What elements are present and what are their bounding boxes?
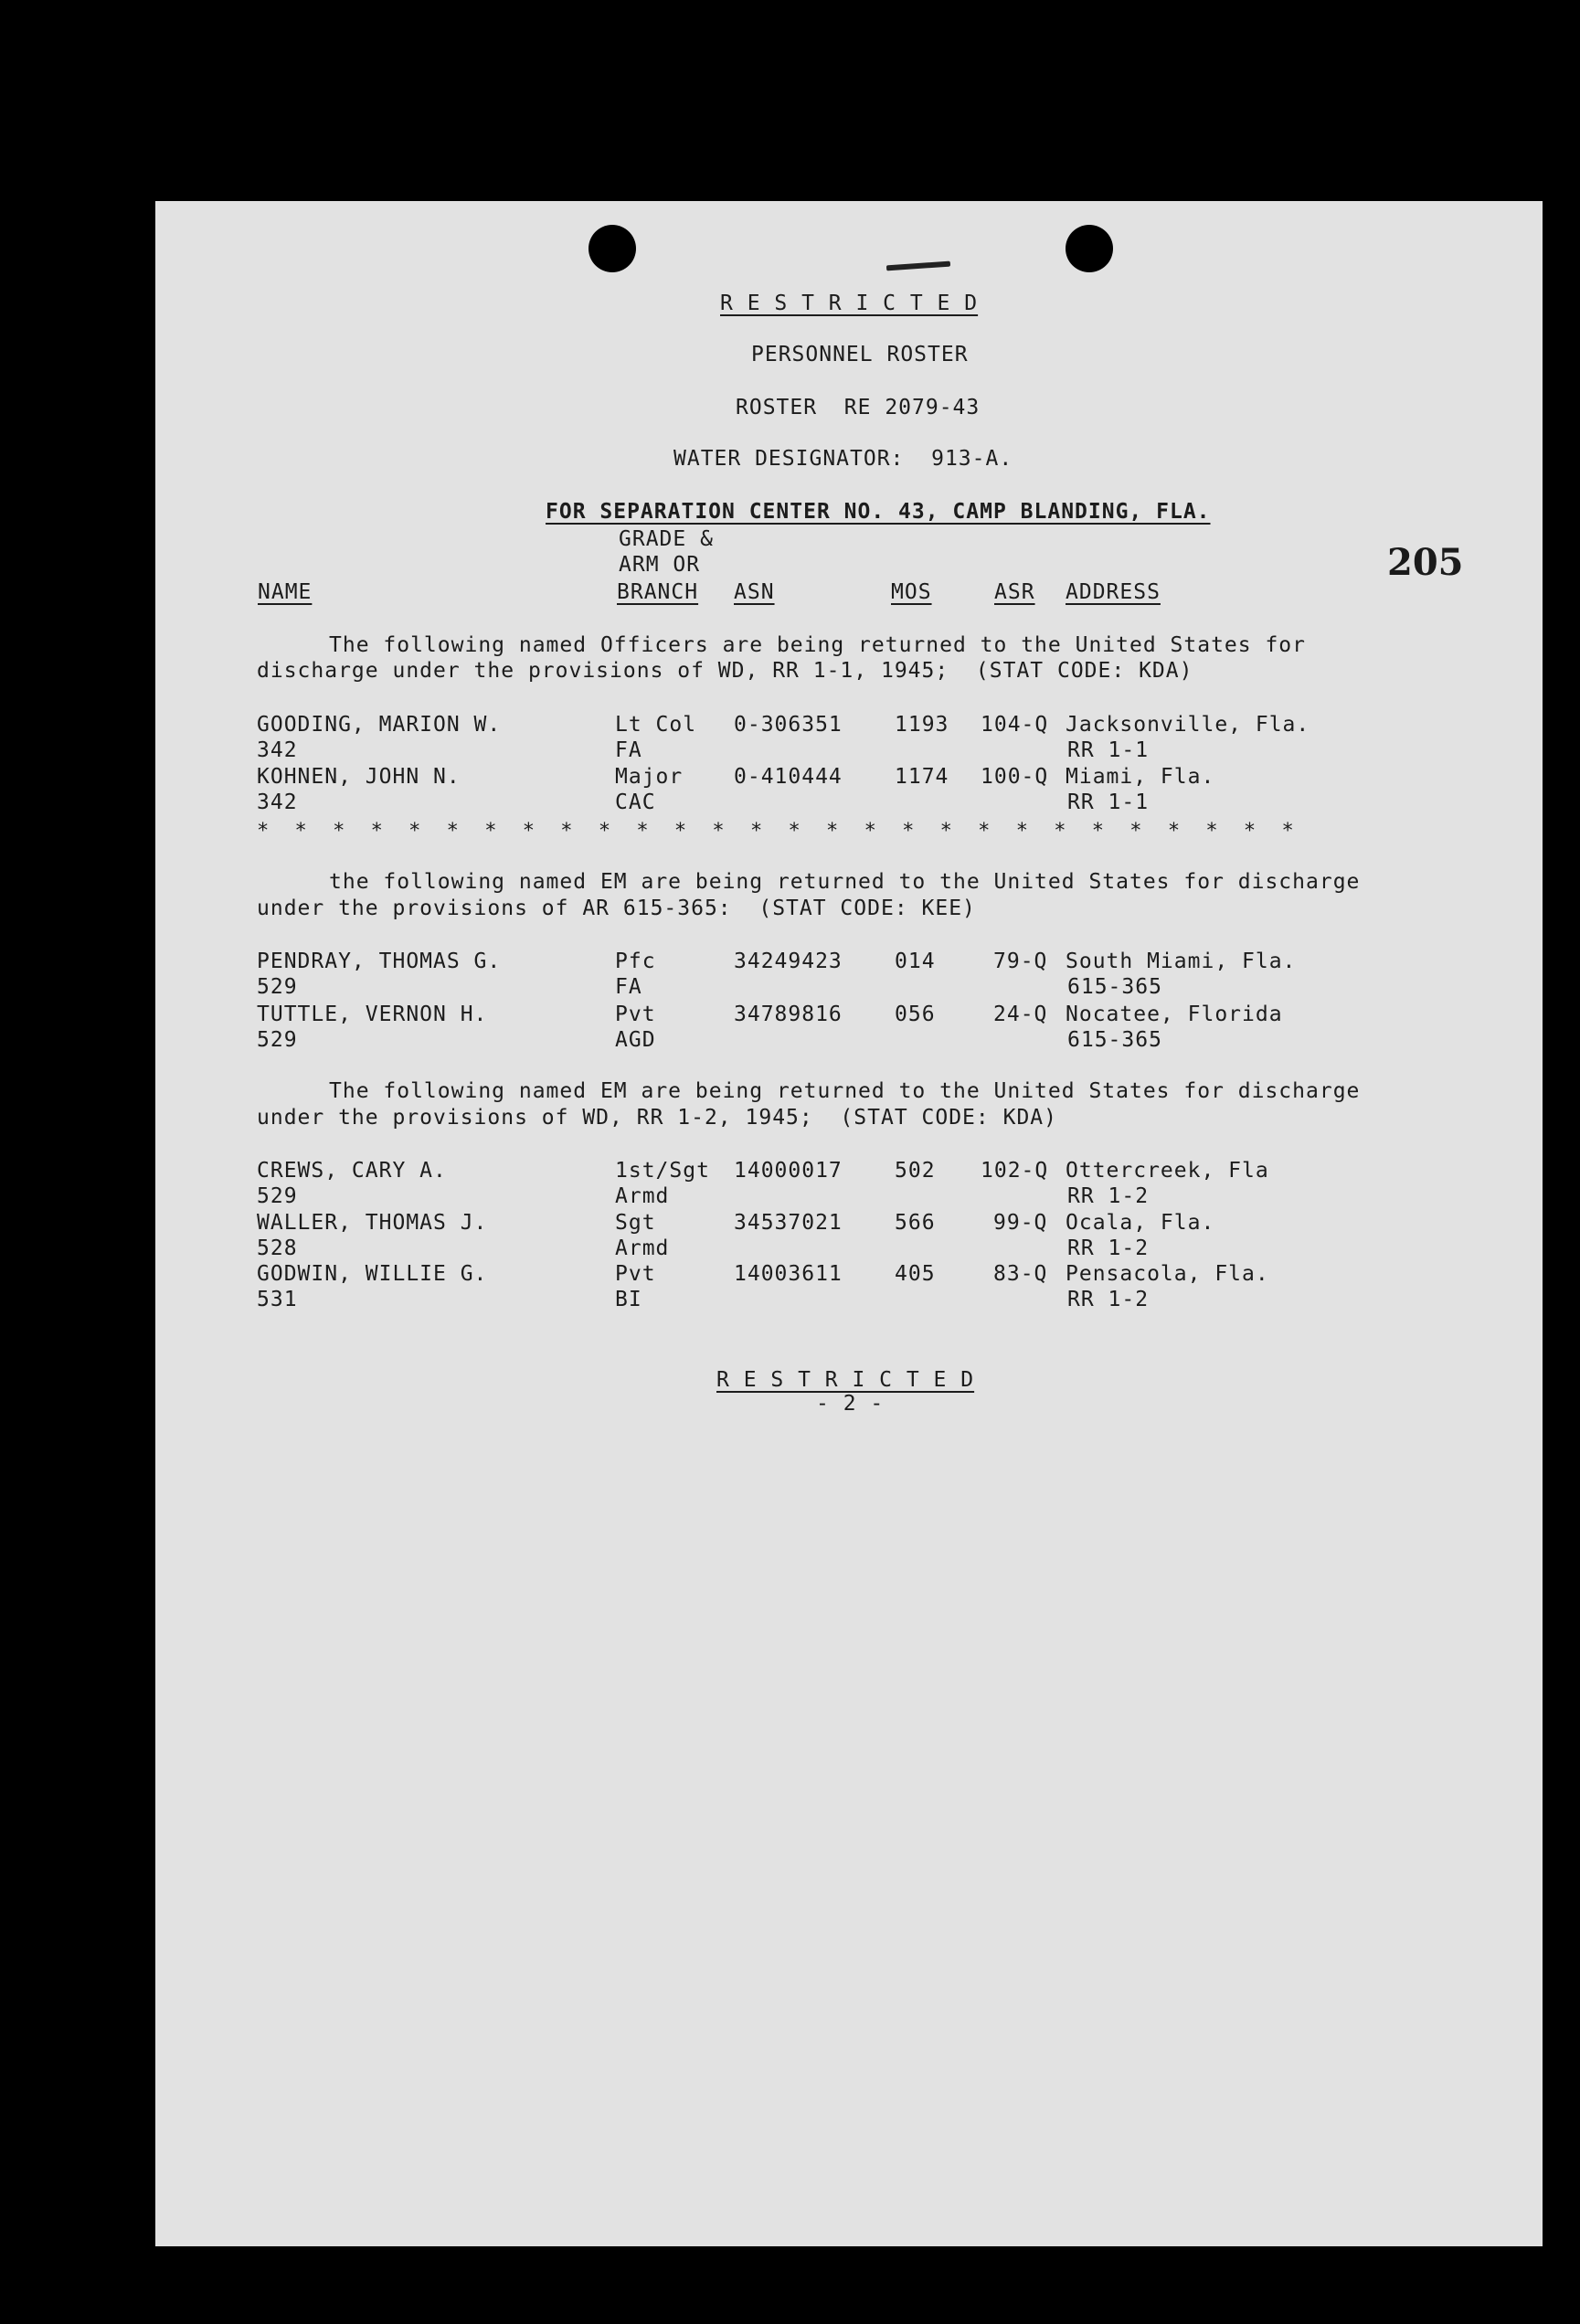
entry-grade: Sgt xyxy=(615,1211,656,1235)
entry-grade: Pfc xyxy=(615,950,656,973)
entry-asn: 0-410444 xyxy=(734,765,843,789)
entry-branch: FA xyxy=(615,975,642,999)
entry-asn: 14003611 xyxy=(734,1262,843,1286)
section-intro-line2: discharge under the provisions of WD, RR 1-1, 1945; (STAT CODE: KDA) xyxy=(257,659,1193,683)
section-intro-line2: under the provisions of AR 615-365: (STAT CODE: KEE) xyxy=(257,897,976,920)
entry-asr: 83-Q xyxy=(993,1262,1048,1286)
entry-authority: 615-365 xyxy=(1067,1028,1162,1052)
page-number-stamp: 205 xyxy=(1387,541,1464,584)
entry-branch: AGD xyxy=(615,1028,656,1052)
col-address: ADDRESS xyxy=(1066,580,1161,604)
entry-mos: 566 xyxy=(895,1211,936,1235)
entry-asr: 104-Q xyxy=(981,713,1049,737)
entry-address: Jacksonville, Fla. xyxy=(1066,713,1310,737)
col-grade-line1: GRADE & xyxy=(619,527,714,551)
entry-code: 528 xyxy=(257,1236,298,1260)
entry-authority: RR 1-1 xyxy=(1067,791,1150,814)
entry-address: Miami, Fla. xyxy=(1066,765,1215,789)
entry-grade: 1st/Sgt xyxy=(615,1159,710,1183)
entry-mos: 1174 xyxy=(895,765,949,789)
entry-name: GODWIN, WILLIE G. xyxy=(257,1262,488,1286)
section-intro-line1: the following named EM are being returned to the United States for discharge xyxy=(329,870,1361,894)
entry-address: South Miami, Fla. xyxy=(1066,950,1297,973)
entry-asn: 34789816 xyxy=(734,1003,843,1026)
entry-authority: 615-365 xyxy=(1067,975,1162,999)
punch-hole-left xyxy=(589,225,636,272)
restricted-footer: R E S T R I C T E D xyxy=(716,1368,975,1392)
entry-address: Nocatee, Florida xyxy=(1066,1003,1283,1026)
entry-grade: Lt Col xyxy=(615,713,697,737)
entry-code: 529 xyxy=(257,1184,298,1208)
ink-mark xyxy=(886,261,950,271)
entry-name: PENDRAY, THOMAS G. xyxy=(257,950,502,973)
section-intro-line2: under the provisions of WD, RR 1-2, 1945; (STAT CODE: KDA) xyxy=(257,1106,1057,1130)
entry-branch: FA xyxy=(615,738,642,762)
entry-name: CREWS, CARY A. xyxy=(257,1159,447,1183)
entry-address: Ocala, Fla. xyxy=(1066,1211,1215,1235)
entry-asn: 0-306351 xyxy=(734,713,843,737)
entry-grade: Pvt xyxy=(615,1262,656,1286)
entry-branch: Armd xyxy=(615,1236,670,1260)
entry-asn: 34249423 xyxy=(734,950,843,973)
entry-code: 531 xyxy=(257,1288,298,1311)
entry-mos: 405 xyxy=(895,1262,936,1286)
restricted-header: R E S T R I C T E D xyxy=(720,292,979,315)
entry-asr: 99-Q xyxy=(993,1211,1048,1235)
entry-name: KOHNEN, JOHN N. xyxy=(257,765,461,789)
entry-name: GOODING, MARION W. xyxy=(257,713,502,737)
entry-address: Pensacola, Fla. xyxy=(1066,1262,1269,1286)
entry-mos: 1193 xyxy=(895,713,949,737)
entry-asn: 34537021 xyxy=(734,1211,843,1235)
entry-mos: 056 xyxy=(895,1003,936,1026)
col-mos: MOS xyxy=(891,580,932,604)
entry-name: TUTTLE, VERNON H. xyxy=(257,1003,488,1026)
entry-authority: RR 1-2 xyxy=(1067,1236,1150,1260)
entry-code: 342 xyxy=(257,791,298,814)
entry-authority: RR 1-2 xyxy=(1067,1288,1150,1311)
entry-asr: 102-Q xyxy=(981,1159,1049,1183)
entry-authority: RR 1-1 xyxy=(1067,738,1150,762)
entry-code: 529 xyxy=(257,1028,298,1052)
entry-asr: 100-Q xyxy=(981,765,1049,789)
document-title: PERSONNEL ROSTER xyxy=(751,343,969,366)
entry-asn: 14000017 xyxy=(734,1159,843,1183)
punch-hole-right xyxy=(1066,225,1113,272)
separation-center-line: FOR SEPARATION CENTER NO. 43, CAMP BLANDING, FLA. xyxy=(546,500,1211,524)
roster-number: ROSTER RE 2079-43 xyxy=(736,396,981,419)
col-asn: ASN xyxy=(734,580,775,604)
entry-name: WALLER, THOMAS J. xyxy=(257,1211,488,1235)
entry-asr: 24-Q xyxy=(993,1003,1048,1026)
entry-mos: 014 xyxy=(895,950,936,973)
entry-grade: Pvt xyxy=(615,1003,656,1026)
section-intro-line1: The following named Officers are being returned to the United States for xyxy=(329,633,1306,657)
entry-code: 342 xyxy=(257,738,298,762)
entry-address: Ottercreek, Fla xyxy=(1066,1159,1269,1183)
separator-row: * * * * * * * * * * * * * * * * * * * * * * * * * * * * xyxy=(257,820,1295,843)
entry-branch: CAC xyxy=(615,791,656,814)
page-label: - 2 - xyxy=(816,1392,885,1416)
col-grade-line2: ARM OR xyxy=(619,553,701,577)
entry-branch: Armd xyxy=(615,1184,670,1208)
entry-authority: RR 1-2 xyxy=(1067,1184,1150,1208)
col-name: NAME xyxy=(258,580,313,604)
entry-mos: 502 xyxy=(895,1159,936,1183)
entry-asr: 79-Q xyxy=(993,950,1048,973)
col-asr: ASR xyxy=(994,580,1035,604)
water-designator: WATER DESIGNATOR: 913-A. xyxy=(673,447,1013,471)
entry-code: 529 xyxy=(257,975,298,999)
section-intro-line1: The following named EM are being returned to the United States for discharge xyxy=(329,1079,1361,1103)
entry-branch: BI xyxy=(615,1288,642,1311)
entry-grade: Major xyxy=(615,765,684,789)
col-branch: BRANCH xyxy=(617,580,699,604)
